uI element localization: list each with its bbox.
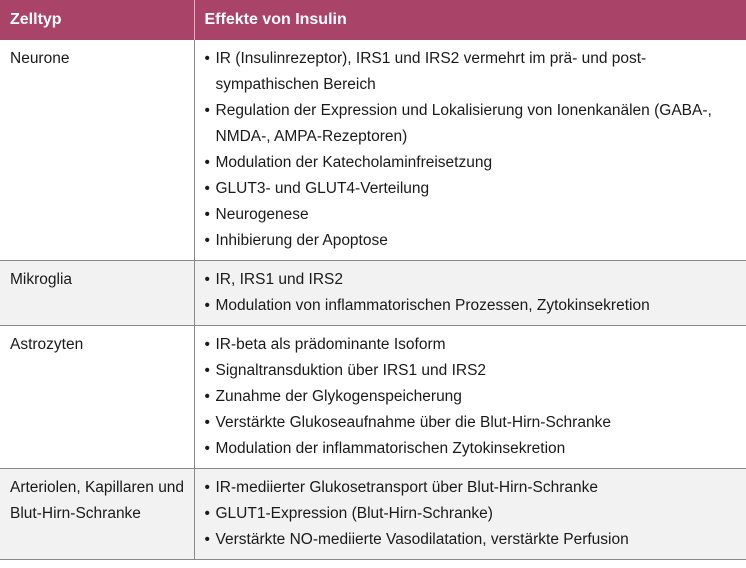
effect-item: • Signaltransduktion über IRS1 und IRS2 — [205, 358, 739, 384]
effects-list — [205, 46, 739, 254]
effect-item: • Inhibierung der Apoptose — [205, 228, 739, 254]
header-row — [0, 0, 746, 40]
effect-item: • Modulation der Katecholaminfreisetzung — [205, 150, 739, 176]
effect-item: • Modulation von inflammatorischen Prozessen, Zytokinsekretion — [205, 293, 739, 319]
effect-item: • IR-mediierter Glukosetransport über Blut-Hirn-Schranke — [205, 475, 739, 501]
cell-effects — [194, 469, 746, 560]
effects-list — [205, 332, 739, 462]
effects-list — [205, 267, 739, 319]
table-row — [0, 40, 746, 261]
effect-item: • Modulation der inflammatorischen Zytokinsekretion — [205, 436, 739, 462]
effect-item: • IR, IRS1 und IRS2 — [205, 267, 739, 293]
effect-item: • IR-beta als prädominante Isoform — [205, 332, 739, 358]
effect-item: • IR (Insulinrezeptor), IRS1 und IRS2 vermehrt im prä- und post-sympathischen Bereich — [205, 46, 739, 98]
cell-effects — [194, 40, 746, 261]
cell-type: Mikroglia — [0, 261, 194, 326]
effect-item: • GLUT1-Expression (Blut-Hirn-Schranke) — [205, 501, 739, 527]
effect-item: • GLUT3- und GLUT4-Verteilung — [205, 176, 739, 202]
cell-effects — [194, 326, 746, 469]
effect-item: • Verstärkte NO-mediierte Vasodilatation, verstärkte Perfusion — [205, 527, 739, 553]
cell-effects — [194, 261, 746, 326]
cell-type: Arteriolen, Kapillaren und Blut-Hirn-Schranke — [0, 469, 194, 560]
header-cell-effects: Effekte von Insulin — [194, 0, 746, 40]
cell-type: Neurone — [0, 40, 194, 261]
table-row — [0, 469, 746, 560]
effect-item: • Neurogenese — [205, 202, 739, 228]
effect-item: • Regulation der Expression und Lokalisierung von Ionenkanälen (GABA-, NMDA-, AMPA-Rezeptoren) — [205, 98, 739, 150]
cell-type: Astrozyten — [0, 326, 194, 469]
table-row — [0, 261, 746, 326]
effects-list — [205, 475, 739, 553]
effect-item: • Verstärkte Glukoseaufnahme über die Blut-Hirn-Schranke — [205, 410, 739, 436]
table-row — [0, 326, 746, 469]
header-cell-celltype: Zelltyp — [0, 0, 194, 40]
effect-item: • Zunahme der Glykogenspeicherung — [205, 384, 739, 410]
